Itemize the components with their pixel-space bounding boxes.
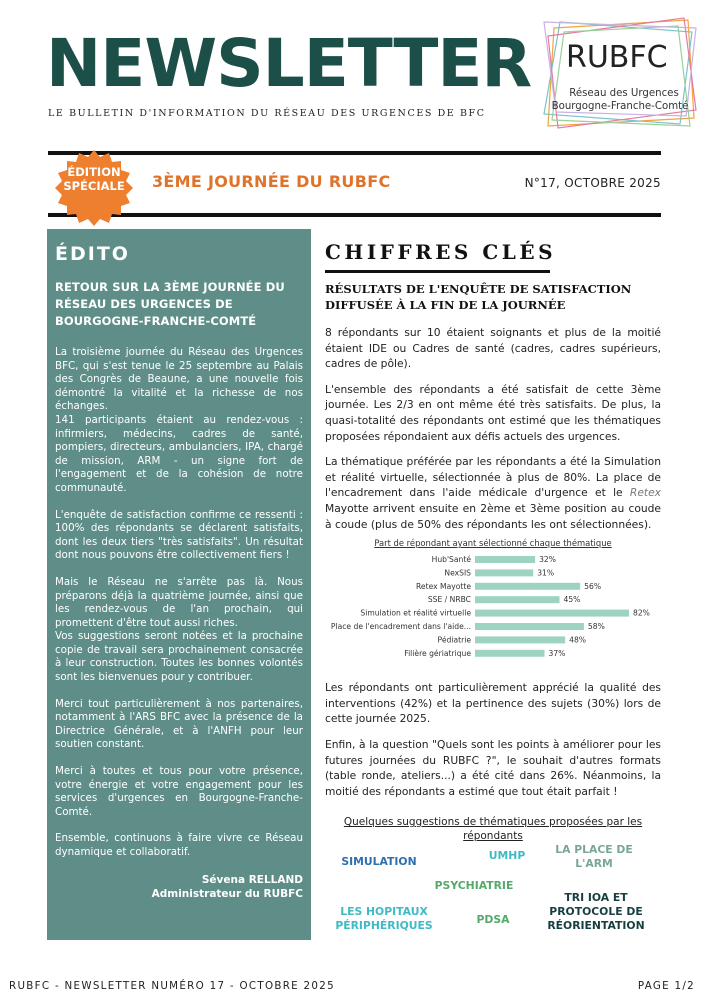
edito-paragraph: L'enquête de satisfaction confirme ce ressenti : 100% des répondants se déclarent satisfaits, dont les deux tiers "très satisfaits". Un résultat dont nous pouvons être collectivement fiers ! xyxy=(55,508,303,562)
edito-heading: ÉDITO xyxy=(55,243,130,265)
chart-value-label: 37% xyxy=(548,648,566,658)
key-figures-paragraph xyxy=(325,454,661,532)
chart-category-label: Retex Mayotte xyxy=(415,581,471,591)
badge-line-2: SPÉCIALE xyxy=(63,179,125,193)
p3-retex: Retex xyxy=(629,486,661,500)
edito-paragraph: Ensemble, continuons à faire vivre ce Réseau dynamique et collaboratif. xyxy=(55,832,303,858)
signature-name: Sévena RELLAND xyxy=(201,873,303,886)
rubfc-logo xyxy=(540,14,700,132)
signature-role: Administrateur du RUBFC xyxy=(151,887,303,900)
footer-issue: RUBFC - NEWSLETTER NUMÉRO 17 - OCTOBRE 2025 xyxy=(9,980,335,992)
edito-paragraph: Merci à toutes et tous pour votre présence, votre énergie et votre engagement pour les services d'urgences en Bourgogne-Franche-Comté. xyxy=(55,765,303,818)
chart-category-label: Place de l'encadrement dans l'aide... xyxy=(330,622,471,632)
edito-panel xyxy=(47,229,311,940)
edito-paragraph: Merci tout particulièrement à nos partenaires, notamment à l'ARS BFC avec la présence de la Directrice Générale, et à l'ANFH pour leur soutien constant. xyxy=(55,697,303,751)
chart-category-label: Hub'Santé xyxy=(431,555,471,565)
chart-value-label: 32% xyxy=(539,555,556,565)
newsletter-subtitle: LE BULLETIN D'INFORMATION DU RÉSEAU DES URGENCES DE BFC xyxy=(48,108,486,119)
badge-line-1: ÉDITION xyxy=(67,165,121,179)
suggestion-psychiatrie: PSYCHIATRIE xyxy=(434,879,514,893)
key-figures-title: CHIFFRES CLÉS xyxy=(325,240,557,264)
logo-wordmark: RUBFC xyxy=(566,40,668,75)
footer-page: PAGE 1/2 xyxy=(637,980,695,992)
chart-plot xyxy=(325,552,661,676)
logo-tagline-2: Bourgogne-Franche-Comté xyxy=(551,101,689,112)
chart-bar xyxy=(475,650,544,657)
chart-category-label: Filière gériatrique xyxy=(404,648,471,658)
p3-part-b: Mayotte arrivent ensuite en 2ème et 3ème position au coude à coude (plus de 50% des répondants les ont sélectionnées). xyxy=(325,501,661,531)
chart-bar xyxy=(475,637,565,644)
edito-paragraph: Vos suggestions seront notées et la prochaine copie de travail sera prochainement consacrée à leur construction. Toutes les bonnes volontés sont les bienvenues pour y contribuer. xyxy=(55,630,303,684)
key-figures-paragraph: 8 répondants sur 10 étaient soignants et plus de la moitié étaient IDE ou Cadres de santé (cadres, cadres supérieurs, cadres de pôle). xyxy=(325,326,661,371)
logo-tagline-1: Réseau des Urgences xyxy=(569,88,679,99)
chart-bar xyxy=(475,583,580,590)
chart-bar xyxy=(475,596,560,603)
p3-part-a: La thématique préférée par les répondants a été la Simulation et réalité virtuelle, sélectionnée à plus de 80%. La place de l'encadrement dans l'aide médicale d'urgence et le xyxy=(325,455,661,500)
chart-category-label: Pédiatrie xyxy=(437,635,471,645)
chart-category-label: SSE / NRBC xyxy=(427,595,471,605)
banner-bottom-rule xyxy=(48,213,661,217)
chart-bar xyxy=(475,570,533,577)
suggestion-simulation: SIMULATION xyxy=(341,855,417,869)
issue-number: N°17, OCTOBRE 2025 xyxy=(524,176,661,190)
suggestion-hopitaux: LES HOPITAUX PÉRIPHÉRIQUES xyxy=(335,905,433,933)
suggestions-title: Quelques suggestions de thématiques proposées par les répondants xyxy=(343,816,643,843)
key-figures-paragraph: Enfin, à la question "Quels sont les points à améliorer pour les futures journées du RUBFC ?", le souhait d'autres formats (table ronde, ateliers...) a été cité dans 26%. Néanmoins, la moitié des répondants a estimé que tout était parfait ! xyxy=(325,737,661,798)
suggestion-arm: LA PLACE DE L'ARM xyxy=(555,843,633,871)
chart-bar xyxy=(475,556,535,563)
suggestion-pdsa: PDSA xyxy=(476,913,510,927)
banner-title: 3ÈME JOURNÉE DU RUBFC xyxy=(152,172,391,191)
edito-subheading: RETOUR SUR LA 3ÈME JOURNÉE DU RÉSEAU DES URGENCES DE BOURGOGNE-FRANCHE-COMTÉ xyxy=(55,280,285,328)
chart-bar xyxy=(475,610,629,617)
edito-paragraph: Mais le Réseau ne s'arrête pas là. Nous préparons déjà la quatrième journée, ainsi que les rendez-vous de l'an prochain, qui promettent d'être tout aussi riches. xyxy=(55,575,303,629)
edito-paragraph: La troisième journée du Réseau des Urgences BFC, qui s'est tenue le 25 septembre au Palais des Congrès de Beaune, a une nouvelle fois démontré la vitalité et la richesse de nos échanges. xyxy=(55,346,303,413)
edito-signature xyxy=(55,873,303,901)
chart-value-label: 56% xyxy=(584,581,602,591)
key-figures-paragraph: Les répondants ont particulièrement apprécié la qualité des interventions (42%) et la pertinence des sujets (30%) lors de cette journée 2025. xyxy=(325,681,661,726)
key-figures-section xyxy=(325,240,661,973)
themes-bar-chart xyxy=(325,538,661,676)
survey-subtitle: RÉSULTATS DE L'ENQUÊTE DE SATISFACTION DIFFUSÉE À LA FIN DE LA JOURNÉE xyxy=(325,282,632,312)
chart-title: Part de répondant ayant sélectionné chaque thématique xyxy=(374,538,612,549)
chart-value-label: 31% xyxy=(537,568,555,578)
suggestion-tri-ioa: TRI IOA ET PROTOCOLE DE RÉORIENTATION xyxy=(547,891,645,933)
edito-paragraph: 141 participants étaient au rendez-vous : infirmiers, médecins, cadres de santé, pompiers, directeurs, ambulanciers, IPA, chargé de mission, ARM - un signe fort de l'engagement et de la cohésion de notre communauté. xyxy=(55,413,303,494)
chart-category-label: NexSIS xyxy=(444,568,471,578)
suggestions-cloud xyxy=(325,843,661,973)
chart-bar xyxy=(475,623,584,630)
banner-top-rule xyxy=(48,151,661,155)
newsletter-title: NEWSLETTER xyxy=(46,25,532,102)
suggestion-umhp: UMHP xyxy=(488,849,526,863)
chart-value-label: 45% xyxy=(563,595,581,605)
chart-category-label: Simulation et réalité virtuelle xyxy=(360,608,471,618)
chart-value-label: 48% xyxy=(569,635,587,645)
key-figures-paragraph: L'ensemble des répondants a été satisfait de cette 3ème journée. Les 2/3 en ont même été très satisfaits. De plus, la quasi-totalité des répondants ont estimé que les thématiques proposées répondaient aux défis actuels des urgences. xyxy=(325,382,661,443)
chart-value-label: 58% xyxy=(587,622,605,632)
chart-value-label: 82% xyxy=(633,608,650,618)
key-figures-rule xyxy=(325,270,550,273)
